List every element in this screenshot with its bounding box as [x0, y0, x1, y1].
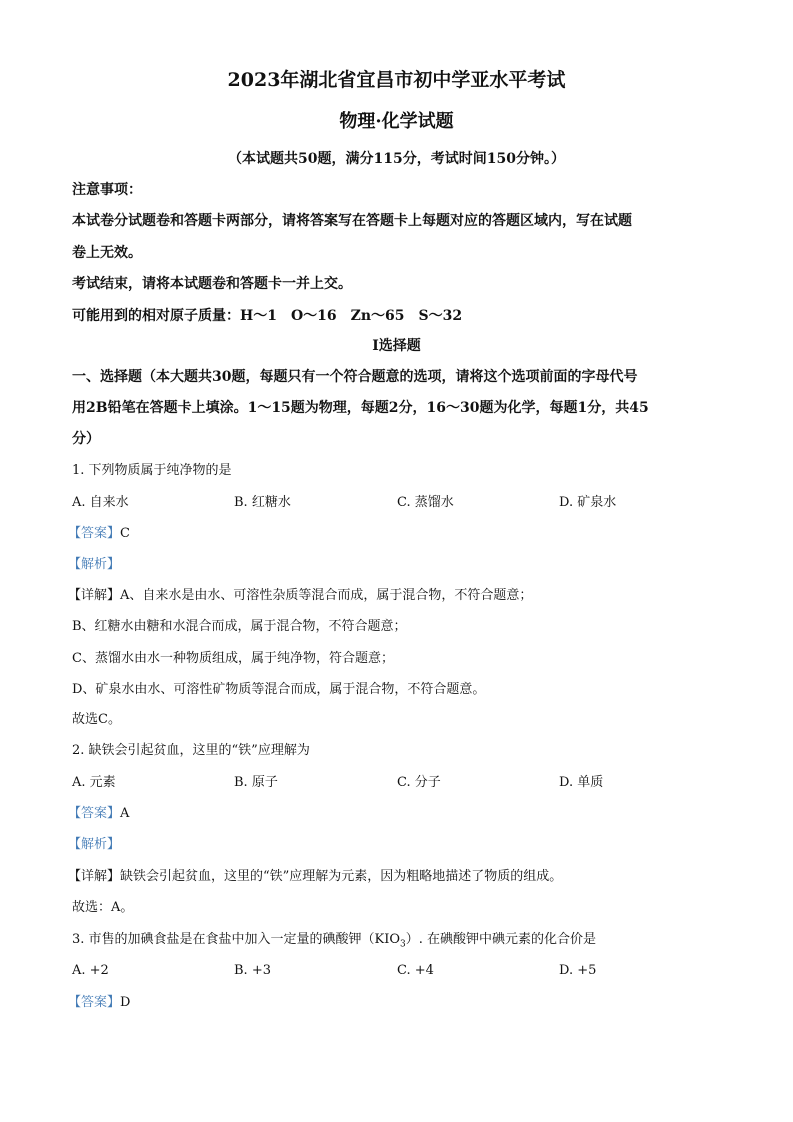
page-title: 2023年湖北省宜昌市初中学亚水平考试 — [227, 69, 566, 91]
detail-text: D、矿泉水由水、可溶性矿物质等混合而成，属于混合物，不符合题意。 — [72, 682, 486, 697]
analysis-label: 【解析】 — [68, 837, 121, 852]
answer-value: A — [120, 806, 130, 821]
option: D. +5 — [559, 963, 597, 978]
conclusion: 故选C。 — [72, 712, 121, 727]
subscript: 3 — [400, 939, 406, 950]
stem-text: ）. 在碘酸钾中碘元素的化合价是 — [405, 932, 597, 947]
question-stem: 2. 缺铁会引起贫血，这里的“铁”应理解为 — [72, 743, 310, 758]
question-stem — [72, 932, 596, 953]
page-subtitle: 物理·化学试题 — [339, 111, 454, 132]
option: A. 元素 — [72, 775, 116, 790]
atomic-mass: 可能用到的相对原子质量：H～1 O～16 Zn～65 S～32 — [72, 308, 463, 324]
option: D. 单质 — [559, 775, 604, 790]
option: A. +2 — [72, 963, 109, 978]
analysis-label: 【解析】 — [68, 557, 121, 572]
answer-label: 【答案】 — [68, 806, 121, 821]
option: A. 自来水 — [72, 495, 129, 510]
section-heading: 用2B铅笔在答题卡上填涂。1～15题为物理，每题2分，16～30题为化学，每题1分，共45 — [72, 400, 649, 416]
part-heading: Ⅰ选择题 — [372, 338, 421, 354]
exam-info: （本试题共50题，满分115分，考试时间150分钟。） — [228, 151, 565, 167]
detail-label: 【详解】 — [68, 588, 121, 603]
option: C. 分子 — [397, 775, 441, 790]
conclusion: 故选：A。 — [72, 900, 134, 915]
notice-heading: 注意事项： — [72, 182, 142, 198]
stem-text: 3. 市售的加碘食盐是在食盐中加入一定量的碘酸钾（KIO — [72, 932, 401, 947]
option: B. 红糖水 — [234, 495, 291, 510]
option: C. +4 — [397, 963, 434, 978]
answer-label: 【答案】 — [68, 526, 121, 541]
detail-text: B、红糖水由糖和水混合而成，属于混合物，不符合题意； — [72, 619, 407, 634]
option: B. 原子 — [234, 775, 278, 790]
answer-value: D — [120, 995, 131, 1010]
notice-text: 卷上无效。 — [72, 245, 142, 261]
detail-text: A、自来水是由水、可溶性杂质等混合而成，属于混合物，不符合题意； — [120, 588, 533, 603]
notice-text: 考试结束，请将本试题卷和答题卡一并上交。 — [72, 276, 352, 292]
answer-label: 【答案】 — [68, 995, 121, 1010]
answer-value: C — [120, 526, 130, 541]
option: B. +3 — [234, 963, 271, 978]
detail-text: 缺铁会引起贫血，这里的“铁”应理解为元素，因为粗略地描述了物质的组成。 — [120, 869, 563, 884]
detail-label: 【详解】 — [68, 869, 121, 884]
section-heading: 一、选择题（本大题共30题，每题只有一个符合题意的选项，请将这个选项前面的字母代号 — [72, 369, 638, 385]
detail-text: C、蒸馏水由水一种物质组成，属于纯净物，符合题意； — [72, 651, 394, 666]
notice-text: 本试卷分试题卷和答题卡两部分，请将答案写在答题卡上每题对应的答题区域内，写在试题 — [72, 213, 632, 229]
option: D. 矿泉水 — [559, 495, 617, 510]
option: C. 蒸馏水 — [397, 495, 454, 510]
question-stem: 1. 下列物质属于纯净物的是 — [72, 463, 232, 478]
section-heading: 分） — [72, 431, 100, 447]
